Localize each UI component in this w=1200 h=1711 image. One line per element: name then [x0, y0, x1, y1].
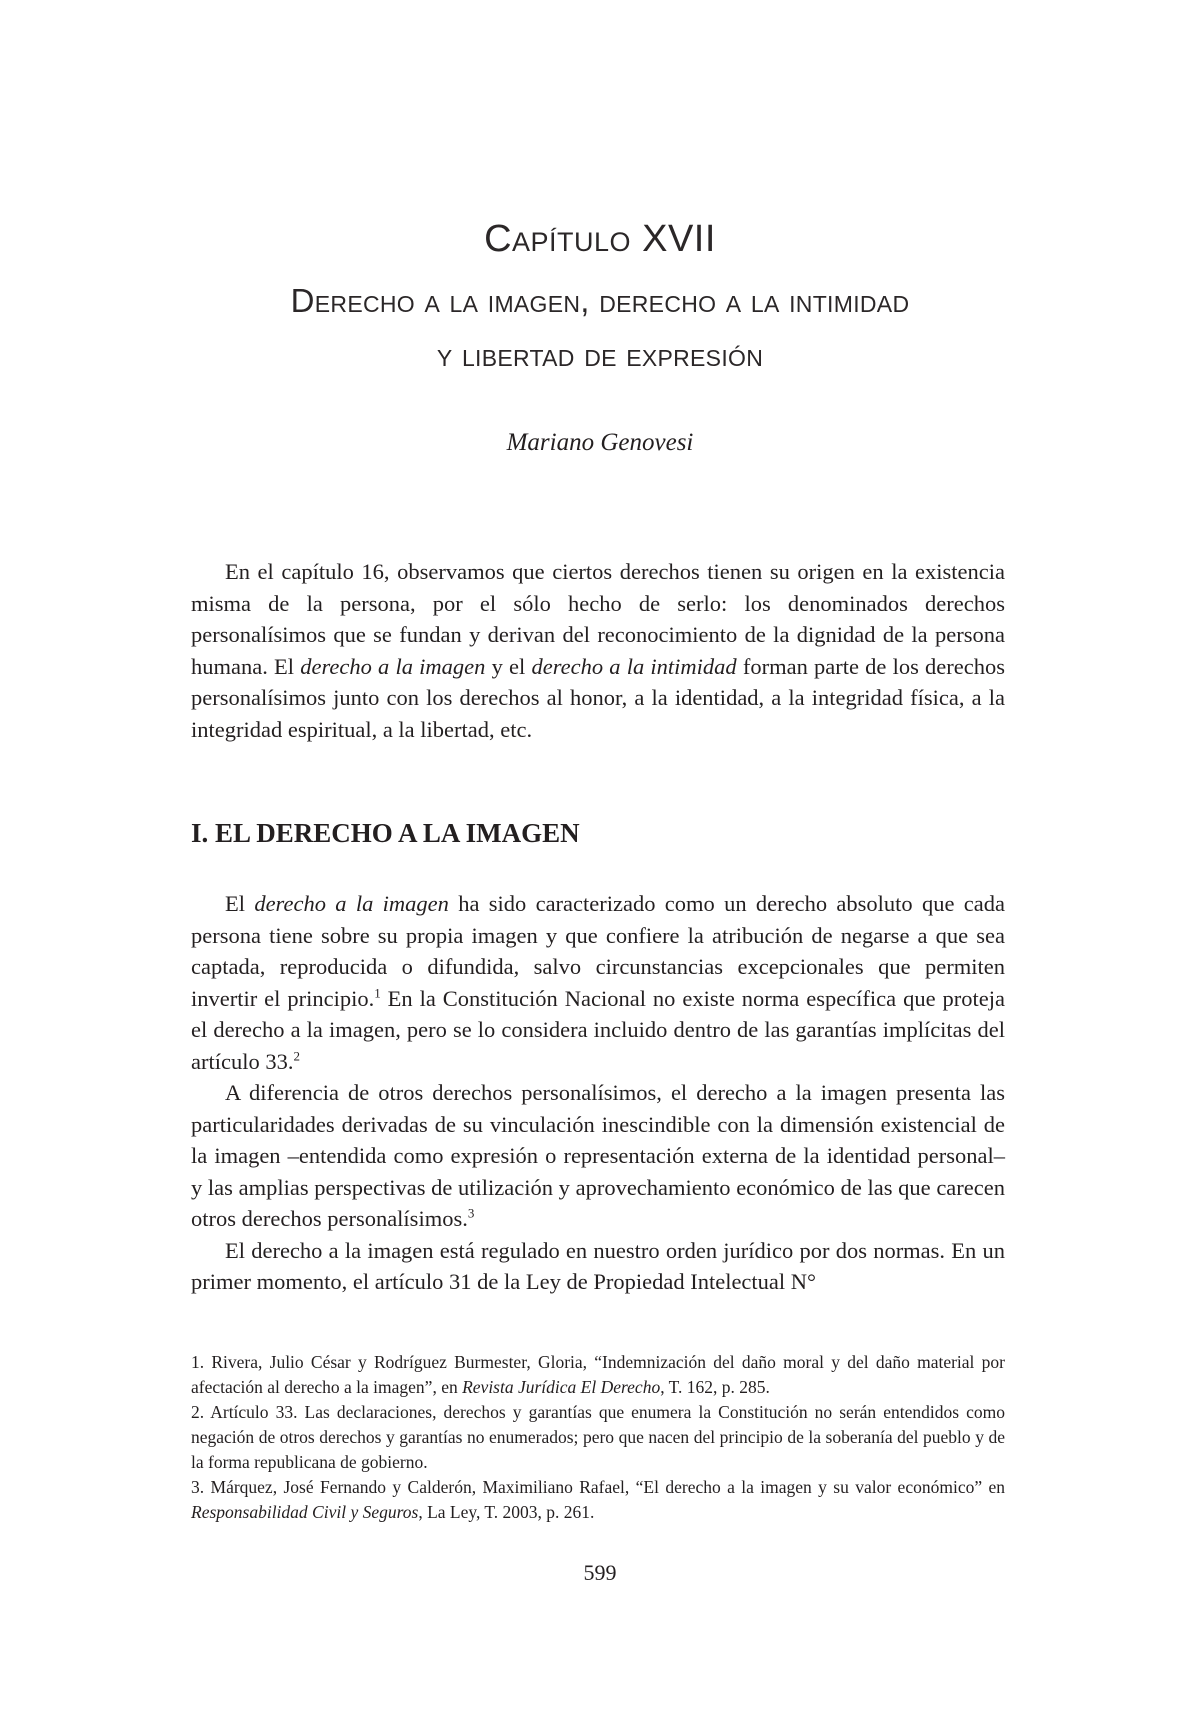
footnote-1-emphasis: Revista Jurídica El Derecho [462, 1377, 661, 1397]
chapter-title-line-2: y libertad de expresión [436, 336, 764, 373]
footnote-3-text-2: , La Ley, T. 2003, p. 261. [418, 1502, 595, 1522]
chapter-label: Capítulo XVII [484, 218, 716, 260]
intro-paragraph [191, 556, 1005, 745]
p1-text-2: ha sido caracterizado como un derecho absoluto que cada persona tiene sobre su propia imagen y que confiere la atribución de negarse a que sea captada, reproducida o difundida, salvo circunstancias excepcionales que permiten invertir el principio. [191, 891, 1005, 1011]
intro-text-3: forman parte de los derechos personalísimos junto con los derechos al honor, a la identidad, a la integridad física, a la integridad espiritual, a la libertad, etc. [191, 653, 1005, 742]
intro-text-2: y el [485, 653, 532, 679]
footnote-3-text-1: 3. Márquez, José Fernando y Calderón, Maximiliano Rafael, “El derecho a la imagen y su valor económico” en [191, 1477, 1005, 1497]
chapter-title-line-1: Derecho a la imagen, derecho a la intimidad [290, 282, 910, 319]
intro-text-1: En el capítulo 16, observamos que ciertos derechos tienen su origen en la existencia misma de la persona, por el sólo hecho de serlo: los denominados derechos personalísimos que se fundan y derivan del reconocimiento de la dignidad de la persona humana. El [191, 559, 1005, 679]
section-heading: I. EL DERECHO A LA IMAGEN [191, 818, 580, 848]
p1-emphasis: derecho a la imagen [254, 891, 449, 916]
page-number: 599 [583, 1560, 617, 1585]
footnote-2-text: 2. Artículo 33. Las declaraciones, derechos y garantías que enumera la Constitución no serán entendidos como negación de otros derechos y garantías no enumerados; pero que nacen del principio de la soberanía del pueblo y de la forma republicana de gobierno. [191, 1402, 1005, 1472]
footnote-ref-2[interactable]: 2 [293, 1048, 300, 1063]
intro-emphasis-2: derecho a la intimidad [531, 653, 737, 679]
section-paragraph-2 [191, 1077, 1005, 1235]
footnote-1-text-2: , T. 162, p. 285. [660, 1377, 770, 1397]
section-paragraph-1 [191, 888, 1005, 1077]
footnote-3 [191, 1475, 1005, 1525]
footnote-ref-3[interactable]: 3 [467, 1205, 475, 1221]
p1-text-1: El [225, 891, 255, 916]
intro-emphasis-1: derecho a la imagen [300, 653, 486, 679]
footnote-2 [191, 1400, 1005, 1475]
section-body [191, 888, 1005, 1298]
p3-text: El derecho a la imagen está regulado en nuestro orden jurídico por dos normas. En un primer momento, el artículo 31 de la Ley de Propiedad Intelectual N° [191, 1237, 1005, 1294]
footnote-1-text-1: 1. Rivera, Julio César y Rodríguez Burmester, Gloria, “Indemnización del daño moral y del daño material por afectación al derecho a la imagen”, en [191, 1352, 1005, 1397]
author-name: Mariano Genovesi [506, 429, 694, 456]
p1-text-3: En la Constitución Nacional no existe norma específica que proteja el derecho a la imagen, pero se lo considera incluido dentro de las garantías implícitas del artículo 33. [191, 985, 1005, 1074]
footnote-1 [191, 1350, 1005, 1400]
footnote-3-emphasis: Responsabilidad Civil y Seguros [191, 1502, 419, 1522]
intro-section [191, 556, 1005, 745]
footnote-ref-1[interactable]: 1 [374, 985, 381, 1000]
p2-text: A diferencia de otros derechos personalísimos, el derecho a la imagen presenta las particularidades derivadas de su vinculación inescindible con la dimensión existencial de la imagen –entendida como expresión o representación externa de la identidad personal– y las amplias perspectivas de utilización y aprovechamiento económico de las que carecen otros derechos personalísimos. [191, 1080, 1005, 1231]
section-paragraph-3 [191, 1235, 1005, 1298]
footnotes [191, 1350, 1005, 1525]
